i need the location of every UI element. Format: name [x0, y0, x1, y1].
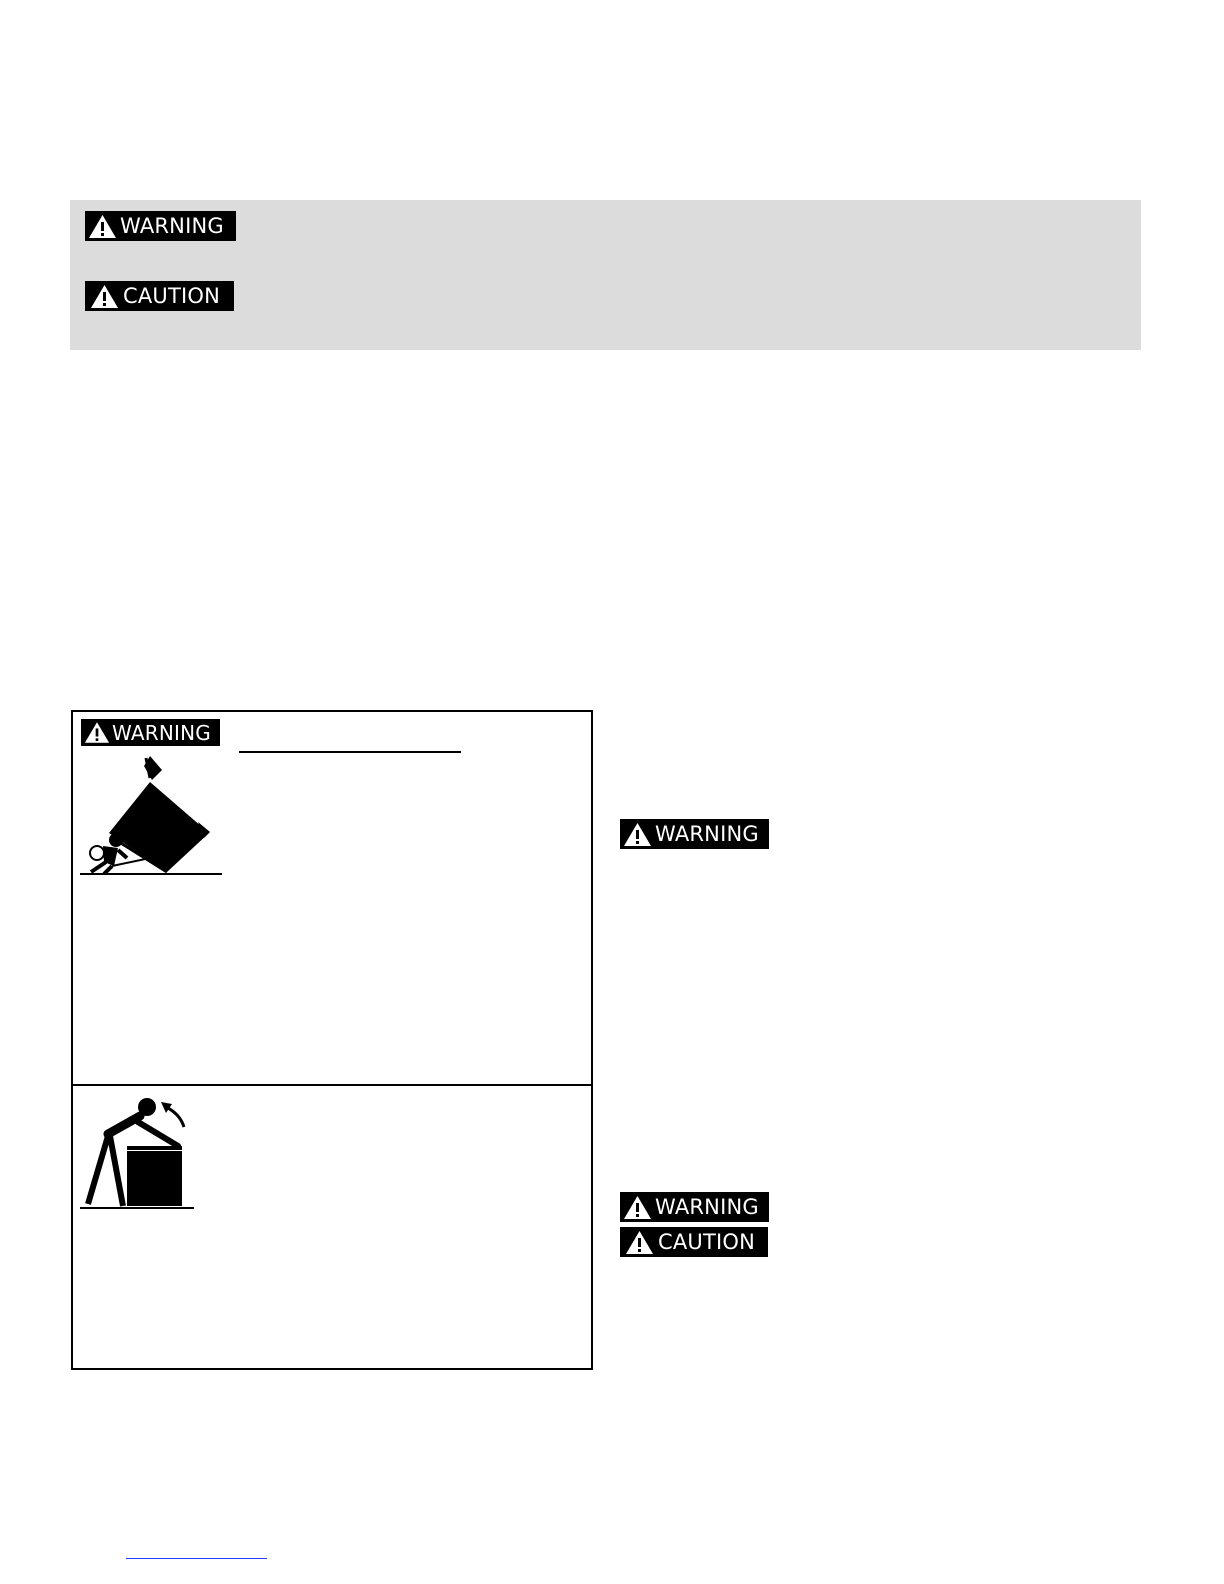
caution-badge-right: [620, 1227, 768, 1257]
person-lifting-range-icon: [80, 1094, 195, 1212]
warning-badge-top: [85, 211, 236, 241]
warning-badge-right-2: [620, 1192, 769, 1222]
caution-badge-top: [85, 281, 234, 311]
warning-triangle-icon: [623, 1195, 652, 1220]
warning-label: WARNING: [655, 1194, 759, 1219]
warning-label: WARNING: [655, 821, 759, 846]
warning-badge-right-1: [620, 819, 769, 849]
warning-triangle-icon: [88, 214, 117, 239]
caution-label: CAUTION: [123, 283, 221, 308]
warning-triangle-icon: [90, 284, 119, 309]
safety-box-divider: [71, 1084, 593, 1086]
warning-triangle-icon: [623, 822, 652, 847]
caution-label: CAUTION: [658, 1229, 756, 1254]
warning-badge-tip-over: [81, 719, 220, 746]
tip-over-heading-underline: [239, 751, 461, 753]
warning-triangle-icon: [84, 721, 110, 744]
warning-triangle-icon: [625, 1230, 654, 1255]
child-tipping-range-icon: [80, 754, 222, 876]
warning-label: WARNING: [112, 720, 211, 745]
footer-link-underline[interactable]: [126, 1558, 267, 1559]
warning-label: WARNING: [120, 213, 224, 238]
